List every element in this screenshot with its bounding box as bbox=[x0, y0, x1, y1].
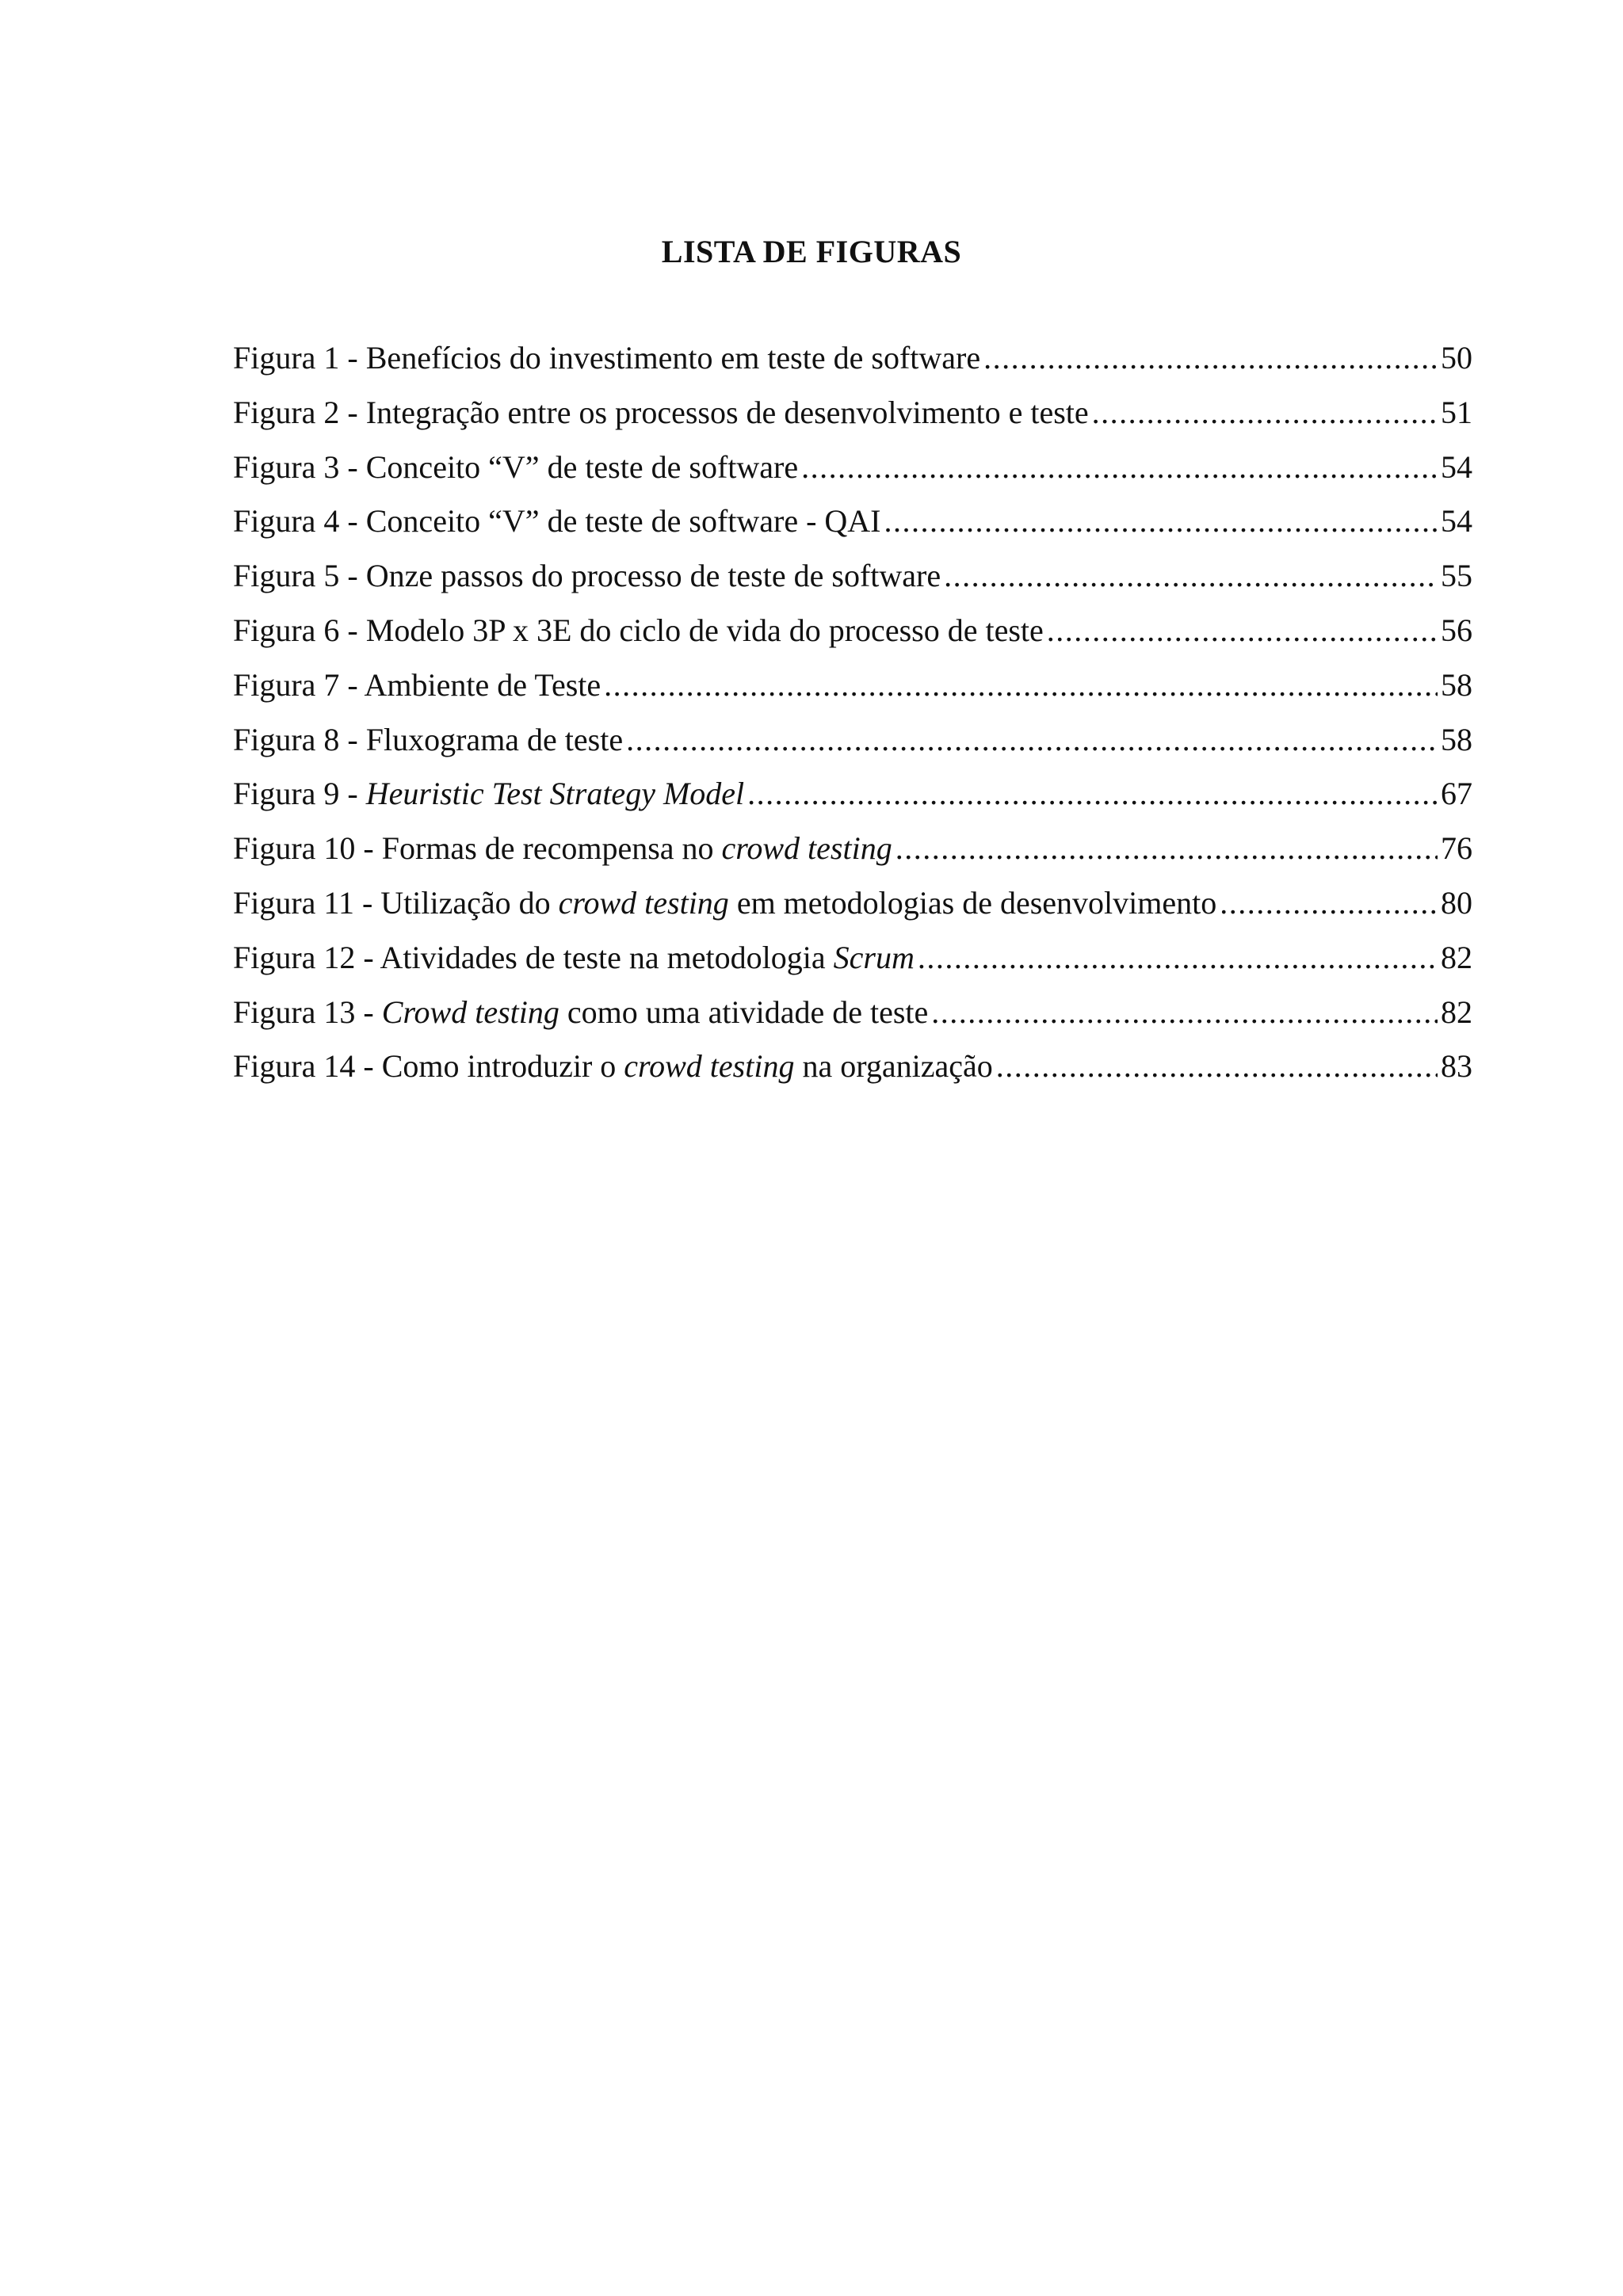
page-title: LISTA DE FIGURAS bbox=[661, 234, 962, 269]
figure-entry-label bbox=[233, 881, 1216, 925]
figure-entry-italic-text: crowd testing bbox=[624, 1048, 795, 1085]
figure-list-item[interactable] bbox=[233, 391, 1472, 445]
figure-entry-label bbox=[233, 663, 601, 707]
figure-list-item[interactable] bbox=[233, 718, 1472, 772]
figure-entry-page-number: 82 bbox=[1441, 994, 1472, 1030]
figure-entry-page-number: 56 bbox=[1441, 612, 1472, 648]
figure-entry-text: em metodologias de desenvolvimento bbox=[728, 884, 1217, 921]
dot-leader bbox=[944, 554, 1438, 598]
figure-list-item[interactable] bbox=[233, 336, 1472, 391]
dot-leader bbox=[801, 445, 1438, 490]
figure-entry-page-number: 55 bbox=[1441, 558, 1472, 594]
figure-entry-italic-text: Heuristic Test Strategy Model bbox=[365, 776, 745, 812]
figure-entry-italic-text: crowd testing bbox=[558, 884, 729, 921]
figure-entry-text: Figura 10 - Formas de recompensa no bbox=[233, 830, 722, 867]
figure-list-item[interactable] bbox=[233, 445, 1472, 500]
dot-leader bbox=[1092, 391, 1438, 435]
figure-entry-label bbox=[233, 391, 1089, 435]
dot-leader bbox=[996, 1044, 1438, 1089]
dot-leader bbox=[1047, 608, 1438, 653]
figure-entry-page-number: 50 bbox=[1441, 340, 1472, 376]
figure-entry-page-number: 51 bbox=[1441, 394, 1472, 430]
dot-leader bbox=[884, 499, 1438, 543]
figure-entry-label bbox=[233, 499, 881, 543]
figure-list-item[interactable] bbox=[233, 881, 1472, 936]
figure-entry-text: Figura 8 - Fluxograma de teste bbox=[233, 721, 624, 757]
figure-list-item[interactable] bbox=[233, 826, 1472, 881]
figure-entry-label bbox=[233, 608, 1044, 653]
figure-entry-text: Figura 14 - Como introduzir o bbox=[233, 1048, 624, 1085]
figure-list bbox=[233, 336, 1472, 1099]
figure-entry-text: como uma atividade de teste bbox=[559, 994, 929, 1030]
figure-entry-text: na organização bbox=[794, 1048, 993, 1085]
dot-leader bbox=[918, 936, 1438, 980]
figure-list-item[interactable] bbox=[233, 990, 1472, 1045]
figure-list-item[interactable] bbox=[233, 608, 1472, 663]
figure-entry-text: Figura 9 - bbox=[233, 776, 366, 812]
figure-entry-text: Figura 4 - Conceito “V” de teste de software - QAI bbox=[233, 503, 881, 540]
dot-leader bbox=[604, 663, 1438, 707]
figure-entry-text: Figura 3 - Conceito “V” de teste de software bbox=[233, 448, 799, 485]
figure-entry-page-number: 58 bbox=[1441, 666, 1472, 703]
figure-entry-text: Figura 7 - Ambiente de Teste bbox=[233, 666, 601, 703]
figure-entry-text: Figura 2 - Integração entre os processos de desenvolvimento e teste bbox=[233, 394, 1089, 430]
figure-entry-page-number: 82 bbox=[1441, 939, 1472, 975]
figure-entry-text: Figura 1 - Benefícios do investimento em teste de software bbox=[233, 340, 981, 376]
figure-list-item[interactable] bbox=[233, 936, 1472, 990]
figure-entry-page-number: 67 bbox=[1441, 776, 1472, 812]
dot-leader bbox=[896, 826, 1438, 871]
figure-list-item[interactable] bbox=[233, 663, 1472, 718]
dot-leader bbox=[983, 336, 1438, 380]
figure-entry-text: Figura 5 - Onze passos do processo de teste de software bbox=[233, 558, 941, 594]
figure-entry-italic-text: Scrum bbox=[833, 939, 915, 975]
figure-list-item[interactable] bbox=[233, 1044, 1472, 1099]
figure-entry-label bbox=[233, 1044, 993, 1089]
figure-entry-page-number: 58 bbox=[1441, 721, 1472, 757]
figure-list-item[interactable] bbox=[233, 554, 1472, 608]
figure-entry-label bbox=[233, 718, 623, 762]
figure-entry-page-number: 76 bbox=[1441, 830, 1472, 867]
figure-entry-label bbox=[233, 772, 744, 816]
figure-entry-text: Figura 12 - Atividades de teste na metodologia bbox=[233, 939, 834, 975]
figure-entry-text: Figura 6 - Modelo 3P x 3E do ciclo de vida do processo de teste bbox=[233, 612, 1044, 648]
figure-entry-page-number: 80 bbox=[1441, 884, 1472, 921]
figure-entry-page-number: 54 bbox=[1441, 448, 1472, 485]
figure-entry-page-number: 54 bbox=[1441, 503, 1472, 540]
dot-leader bbox=[931, 990, 1438, 1035]
figure-entry-page-number: 83 bbox=[1441, 1048, 1472, 1085]
figure-entry-label bbox=[233, 936, 915, 980]
figure-entry-label bbox=[233, 445, 798, 490]
figure-entry-label bbox=[233, 990, 928, 1035]
dot-leader bbox=[747, 772, 1438, 816]
figure-entry-label bbox=[233, 554, 941, 598]
figure-list-item[interactable] bbox=[233, 772, 1472, 826]
figure-entry-label bbox=[233, 336, 980, 380]
dot-leader bbox=[1220, 881, 1438, 925]
figure-entry-label bbox=[233, 826, 892, 871]
figure-list-item[interactable] bbox=[233, 499, 1472, 554]
figure-entry-text: Figura 13 - bbox=[233, 994, 382, 1030]
figure-entry-italic-text: Crowd testing bbox=[381, 994, 559, 1030]
figure-entry-text: Figura 11 - Utilização do bbox=[233, 884, 559, 921]
figure-entry-italic-text: crowd testing bbox=[721, 830, 892, 867]
dot-leader bbox=[626, 718, 1438, 762]
